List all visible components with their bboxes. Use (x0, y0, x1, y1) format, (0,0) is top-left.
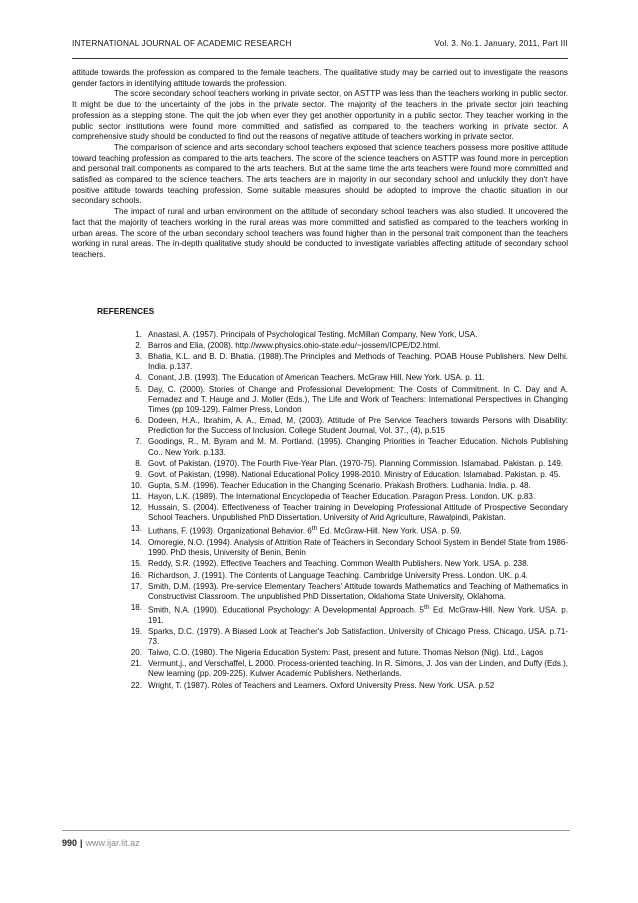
reference-item (118, 681, 568, 691)
reference-text: Wright, T. (1987). Roles of Teachers and Learners. Oxford University Press. New York. USA. p.52 (148, 680, 495, 690)
paragraph: The impact of rural and urban environment on the attitude of secondary school teachers was also studied. It uncovered the fact that the majority of teachers working in the rural areas was more committed and satisfied as compared to the teachers working in urban areas. The score of the urban secondary school teachers was found higher than in the personal trait component than the teachers working in rural areas. The in-depth qualitative study should be conducted to investigate variables affecting attitude of secondary school teachers. (72, 207, 568, 259)
paragraph: The comparison of science and arts secondary school teachers exposed that science teachers possess more positive attitude toward teaching profession as compared to the arts teachers. The score of the science teachers on ASTTP was found more in perception and personal trait components as compared to the arts teachers. But at the same time the arts teachers were found more committed and satisfied as compared to the science teachers. The arts teachers are in majority in our secondary school and unluckily they don't have positive attitude towards teaching profession. Some suitable measures should be adopted to improve the chaotic situation in our secondary schools. (72, 142, 568, 206)
reference-number: 7. (135, 437, 142, 447)
ordinal-superscript: th (311, 525, 318, 533)
reference-text: Hussain, S. (2004). Effectiveness of Teacher training in Developing Professional Attitude of Prospective Secondary School Teachers. Unpublished PhD Dissertation. University of Arid Agriculture, Rawalpindi, Pakistan. (148, 503, 568, 523)
reference-text: Ed. McGraw-Hill. New York. USA. p. 59. (317, 527, 462, 537)
reference-text: Reddy, S.R. (1992). Effective Teachers and Teaching. Common Wealth Publishers. New York. USA. p. 238. (148, 559, 529, 569)
reference-item (118, 571, 568, 581)
reference-number: 22. (130, 680, 142, 690)
reference-item (118, 524, 568, 537)
reference-text: Vermunt,j., and Verschaffel, L 2000. Process-oriented teaching. In R. Simons, J. Jos van der Linden, and Duffy (Eds.), New learning (pp. 209-225). Kulwer Academic Publishers. Netherlands. (148, 659, 568, 679)
reference-item (118, 330, 568, 340)
reference-list (118, 330, 568, 692)
reference-item (118, 373, 568, 383)
reference-text: Gupta, S.M. (1996). Teacher Education in the Changing Scenario. Prakash Brothers. Ludhania. India. p. 48. (148, 480, 531, 490)
reference-number: 9. (135, 469, 142, 479)
reference-item (118, 559, 568, 569)
reference-number: 20. (130, 648, 142, 658)
page-number: 990 (62, 838, 78, 848)
reference-number: 19. (130, 626, 142, 636)
reference-text: Luthans, F. (1993). Organizational Behavior. 6 (148, 527, 312, 537)
references-heading: REFERENCES (97, 306, 155, 316)
reference-item (118, 503, 568, 523)
reference-number: 21. (130, 659, 142, 669)
reference-text: Ed. McGraw-Hill. New York. USA. p. 191. (148, 605, 568, 625)
paragraph: The score secondary school teachers working in private sector, on ASTTP was less than the teachers working in public sector. It might be due to the uncertainty of the jobs in the private sector. The majority of the teachers in the private sector join teaching profession as a stepping stone. The quit the job when ever they get another opportunity in a public sector. They teacher working in the public sector institutions were found more committed and satisfied as compared to the teachers working in private sector. A comprehensive study should be conducted to find out the reasons of negative attitude of teachers working in private sector. (72, 89, 568, 142)
reference-item (118, 659, 568, 679)
reference-text: Barros and Elia, (2008). http://www.physics.ohio-state.edu/~jossem/ICPE/D2.html. (148, 341, 441, 351)
reference-text: Anastasi, A. (1957). Principals of Psychological Testing. McMillan Company, New York, USA. (148, 330, 478, 339)
reference-text: Govt. of Pakistan. (1998). National Educational Policy 1998-2010. Ministry of Education. Islamabad. Pakistan. p. 45. (148, 469, 561, 479)
paragraph: attitude towards the profession as compared to the female teachers. The qualitative study may be carried out to investigate the reasons gender factors in identifying attitude towards the profession. (72, 68, 568, 88)
header-divider (72, 58, 568, 59)
reference-number: 16. (130, 570, 142, 580)
issue-info: Vol. 3. No.1. January, 2011, Part III (434, 39, 568, 48)
reference-item (118, 627, 568, 647)
reference-number: 17. (130, 581, 142, 591)
reference-number: 11. (131, 491, 142, 501)
page-footer (62, 838, 140, 848)
reference-item (118, 437, 568, 457)
footer-separator: | (80, 838, 83, 848)
reference-text: Richardson, J. (1991). The Contents of Language Teaching. Cambridge University Press. London. UK. p.4. (148, 570, 528, 580)
reference-item (118, 385, 568, 416)
reference-text: Hayon, L.K. (1989). The International Encyclopedia of Teacher Education. Paragon Press. London. UK. p.83. (148, 491, 536, 501)
reference-text: Smith, D.M. (1993). Pre-service Elementary Teachers' Attitude towards Mathematics and Teaching of Mathematics in Constructivist Classroom. The unpublished PhD Dissertation, Oklahoma State University, Oklahoma. (148, 581, 568, 601)
reference-item (118, 538, 568, 558)
journal-url[interactable]: www.ijar.lit.az (85, 838, 140, 848)
reference-number: 6. (135, 416, 142, 426)
reference-item (118, 416, 568, 436)
reference-number: 8. (135, 458, 142, 468)
reference-item (118, 481, 568, 491)
reference-item (118, 352, 568, 372)
reference-text: Govt. of Pakistan. (1970). The Fourth Five-Year Plan. (1970-75). Planning Commission. Islamabad. Pakistan. p. 149. (148, 458, 564, 468)
reference-number: 12. (130, 503, 142, 513)
reference-item (118, 341, 568, 351)
reference-text: Taiwo, C.O. (1980). The Nigeria Education System: Past, present and future. Thomas Nelson (Nig). Ltd., Lagos (148, 648, 544, 658)
reference-number: 15. (130, 559, 142, 569)
reference-number: 1. (135, 330, 142, 339)
reference-number: 2. (135, 341, 142, 351)
reference-text: Goodings, R., M. Byram and M. M. Portland. (1995). Changing Priorities in Teacher Education. Nichols Publishing Co.. New York. p.133. (148, 437, 568, 457)
reference-item (118, 492, 568, 502)
reference-number: 3. (135, 352, 142, 362)
reference-item (118, 470, 568, 480)
reference-number: 10. (130, 480, 142, 490)
reference-text: Sparks, D.C. (1979). A Biased Look at Teacher's Job Satisfaction. University of Chicago Press. Chicago. USA. p.71-73. (148, 626, 568, 647)
reference-number: 18. (130, 602, 142, 612)
reference-number: 5. (135, 384, 142, 394)
reference-text: Conant, J.B. (1993). The Education of American Teachers. McGraw Hill. New York. USA. p. 11. (148, 373, 485, 383)
reference-text: Smith, N.A. (1990). Educational Psychology: A Developmental Approach. 5 (148, 605, 424, 615)
running-header (72, 39, 568, 55)
reference-number: 13. (130, 524, 142, 534)
journal-title: INTERNATIONAL JOURNAL OF ACADEMIC RESEARCH (72, 39, 292, 48)
reference-item (118, 459, 568, 469)
reference-number: 4. (135, 373, 142, 383)
reference-text: Dodeen, H.A., Ibrahim, A. A., Emad, M, (2003). Attitude of Pre Service Teachers towards Persons with Disability: Prediction for the Success of Inclusion. College Student Journal, Vol. 37., (4), p.515 (148, 416, 568, 436)
ordinal-superscript: th (424, 603, 430, 611)
reference-item (118, 603, 568, 626)
reference-item (118, 648, 568, 658)
body-text (72, 68, 568, 261)
reference-text: Omoregie, N.O. (1994). Analysis of Attrition Rate of Teachers in Secondary School System in Bendel State from 1986-1990. PhD thesis, University of Benin, Benin (148, 538, 568, 558)
footer-divider (62, 830, 570, 831)
reference-text: Bhatia, K.L. and B. D. Bhatia. (1988).The Principles and Methods of Teaching. POAB House Publishers. New Delhi. India. p.137. (148, 352, 568, 372)
reference-text: Day, C. (2000). Stories of Change and Professional Development: The Costs of Commitment. In C. Day and A. Fernadez and T. Hauge and J. Moller (Eds.), The Life and Work of Teachers: International Perspectives in Changing Times (pp 109-129). Falmer Press, London (148, 384, 568, 414)
reference-item (118, 582, 568, 602)
reference-number: 14. (130, 538, 142, 548)
